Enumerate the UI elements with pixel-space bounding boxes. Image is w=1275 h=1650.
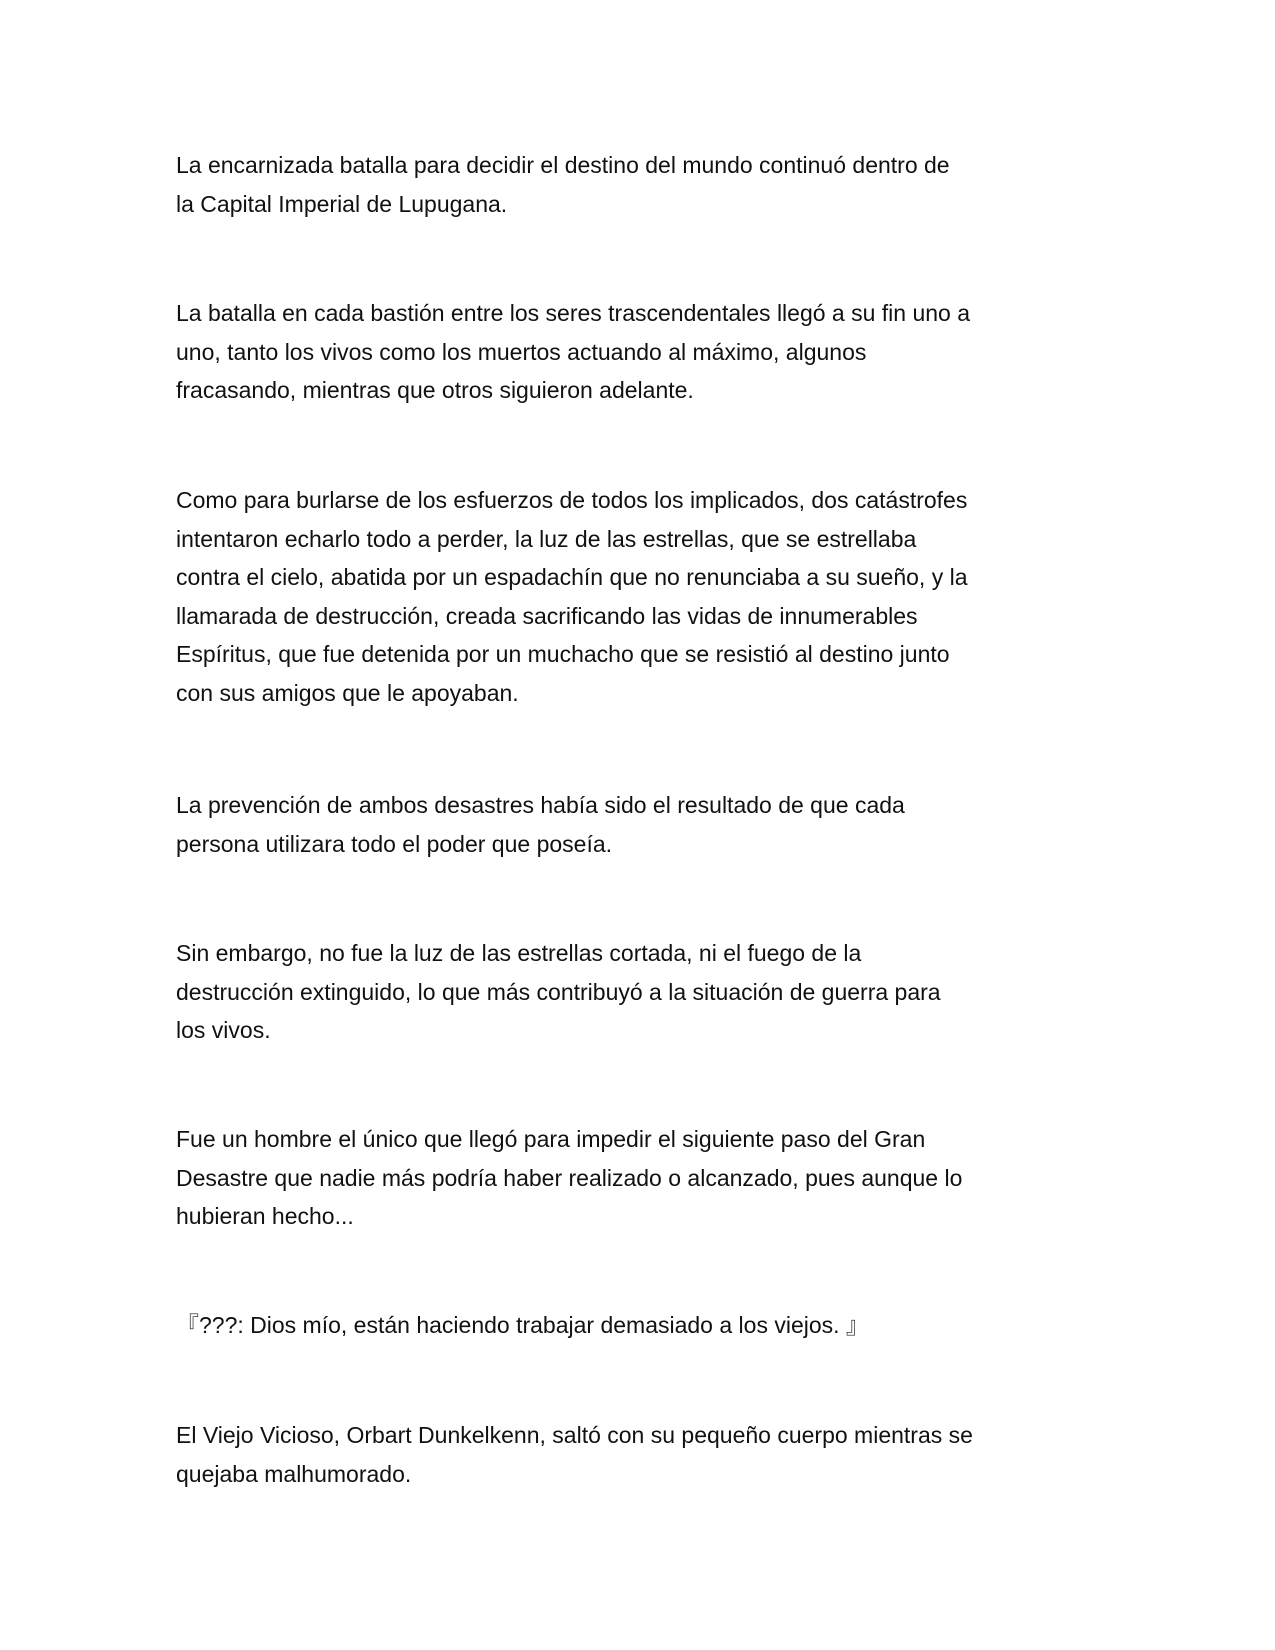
paragraph-line: destrucción extinguido, lo que más contribuyó a la situación de guerra para [176,978,941,1005]
paragraph-line: Fue un hombre el único que llegó para impedir el siguiente paso del Gran [176,1126,926,1152]
dialogue-text: 『???: Dios mío, están haciendo trabajar demasiado a los viejos. 』 [176,1312,869,1338]
paragraph-line: con sus amigos que le apoyaban. [176,679,519,706]
paragraph-line: Sin embargo, no fue la luz de las estrellas cortada, ni el fuego de la [176,940,862,966]
dialogue-line [176,1306,1106,1345]
paragraph-line: uno, tanto los vivos como los muertos actuando al máximo, algunos [176,338,867,365]
paragraph-line: hubieran hecho... [176,1203,354,1229]
paragraph-line: los vivos. [176,1017,271,1043]
paragraph-8 [176,1416,1106,1493]
paragraph-line: Desastre que nadie más podría haber realizado o alcanzado, pues aunque lo [176,1164,963,1191]
paragraph-line: La batalla en cada bastión entre los seres trascendentales llegó a su fin uno a [176,300,971,326]
paragraph-1 [176,146,1106,223]
paragraph-line: llamarada de destrucción, creada sacrificando las vidas de innumerables [176,602,918,629]
paragraph-4 [176,786,1106,863]
paragraph-2 [176,294,1106,410]
paragraph-line: la Capital Imperial de Lupugana. [176,190,508,217]
paragraph-6 [176,1120,1106,1236]
paragraph-line: La encarnizada batalla para decidir el destino del mundo continuó dentro de [176,152,950,178]
paragraph-5 [176,934,1106,1050]
paragraph-line: El Viejo Vicioso, Orbart Dunkelkenn, saltó con su pequeño cuerpo mientras se [176,1422,973,1448]
paragraph-line: fracasando, mientras que otros siguieron adelante. [176,377,694,403]
paragraph-line: Como para burlarse de los esfuerzos de todos los implicados, dos catástrofes [176,487,968,513]
paragraph-3 [176,481,1106,712]
paragraph-line: La prevención de ambos desastres había sido el resultado de que cada [176,792,905,818]
paragraph-line: quejaba malhumorado. [176,1460,412,1487]
paragraph-line: persona utilizara todo el poder que poseía. [176,830,613,857]
paragraph-line: intentaron echarlo todo a perder, la luz de las estrellas, que se estrellaba [176,525,917,552]
paragraph-line: Espíritus, que fue detenida por un muchacho que se resistió al destino junto [176,641,950,667]
paragraph-line: contra el cielo, abatida por un espadachín que no renunciaba a su sueño, y la [176,564,968,590]
